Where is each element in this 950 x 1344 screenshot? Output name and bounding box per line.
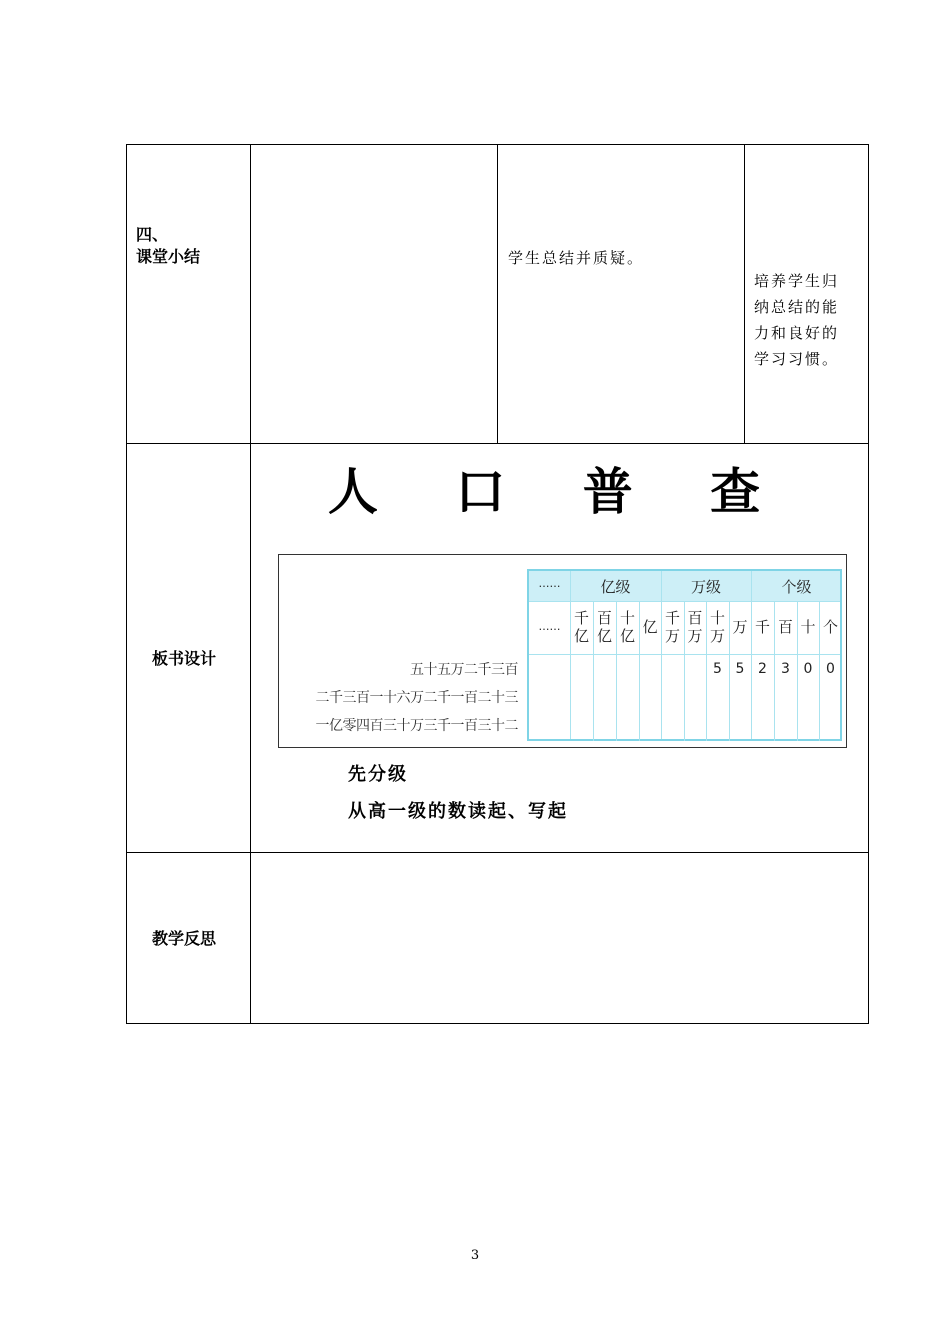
place-value-subheader: 亿: [642, 618, 658, 636]
table-border-left: [126, 144, 127, 1024]
number-label-1: 五十五万二千三百: [410, 662, 518, 678]
table-border-right: [868, 144, 869, 1024]
rule-line-2: 从高一级的数读起、写起: [348, 801, 568, 822]
student-activity-text: 学生总结并质疑。: [508, 249, 645, 267]
header-yi-level: 亿级: [600, 578, 631, 596]
rule-line-1: 先分级: [348, 764, 408, 785]
place-value-subheader: 百: [777, 618, 793, 636]
summary-stage-title: 课堂小结: [136, 247, 201, 266]
place-value-digit: 0: [803, 661, 813, 677]
place-value-subheader: 千 万: [664, 609, 680, 645]
page-number: 3: [470, 1248, 480, 1263]
number-label-2: 二千三百一十六万二千一百二十三: [315, 690, 518, 706]
column-divider-2: [497, 144, 498, 444]
place-value-figure: [278, 554, 847, 748]
header-ellipsis: ……: [538, 577, 561, 590]
place-value-subheader: 十: [800, 618, 816, 636]
column-divider-3: [744, 144, 745, 444]
place-value-subheader: 十 万: [709, 609, 725, 645]
place-value-subheader: 十 亿: [619, 609, 635, 645]
place-value-subheader: 个: [822, 618, 838, 636]
header-ge-level: 个级: [781, 578, 812, 596]
number-label-3: 一亿零四百三十万三千一百三十二: [315, 718, 518, 734]
place-value-digit: 3: [781, 661, 790, 677]
place-value-subheader: 千 亿: [573, 609, 589, 645]
place-value-subheader: ……: [538, 620, 561, 633]
place-value-subheader: 千: [754, 618, 770, 636]
table-border-bottom: [126, 1023, 869, 1024]
place-value-subheader: 百 亿: [596, 609, 612, 645]
board-title: 人 口 普 查: [327, 462, 791, 521]
place-value-digit: 0: [826, 661, 835, 677]
header-wan-level: 万级: [690, 578, 721, 596]
summary-stage-number: 四、: [136, 225, 169, 244]
column-divider-1: [250, 144, 251, 1024]
design-intent-text: 培养学生归 纳总结的能 力和良好的 学习习惯。: [754, 272, 840, 368]
place-value-digit: 2: [758, 661, 767, 677]
board-design-label: 板书设计: [152, 649, 217, 668]
summary-stage-label: [136, 224, 200, 268]
place-value-subheader: 百 万: [687, 609, 703, 645]
place-value-subheader: 万: [732, 618, 748, 636]
place-value-digit: 5: [735, 661, 745, 677]
place-value-table: [527, 569, 842, 741]
place-value-digit: 5: [713, 661, 722, 677]
teaching-reflection-label: 教学反思: [152, 929, 217, 948]
row-divider-2: [126, 852, 869, 853]
